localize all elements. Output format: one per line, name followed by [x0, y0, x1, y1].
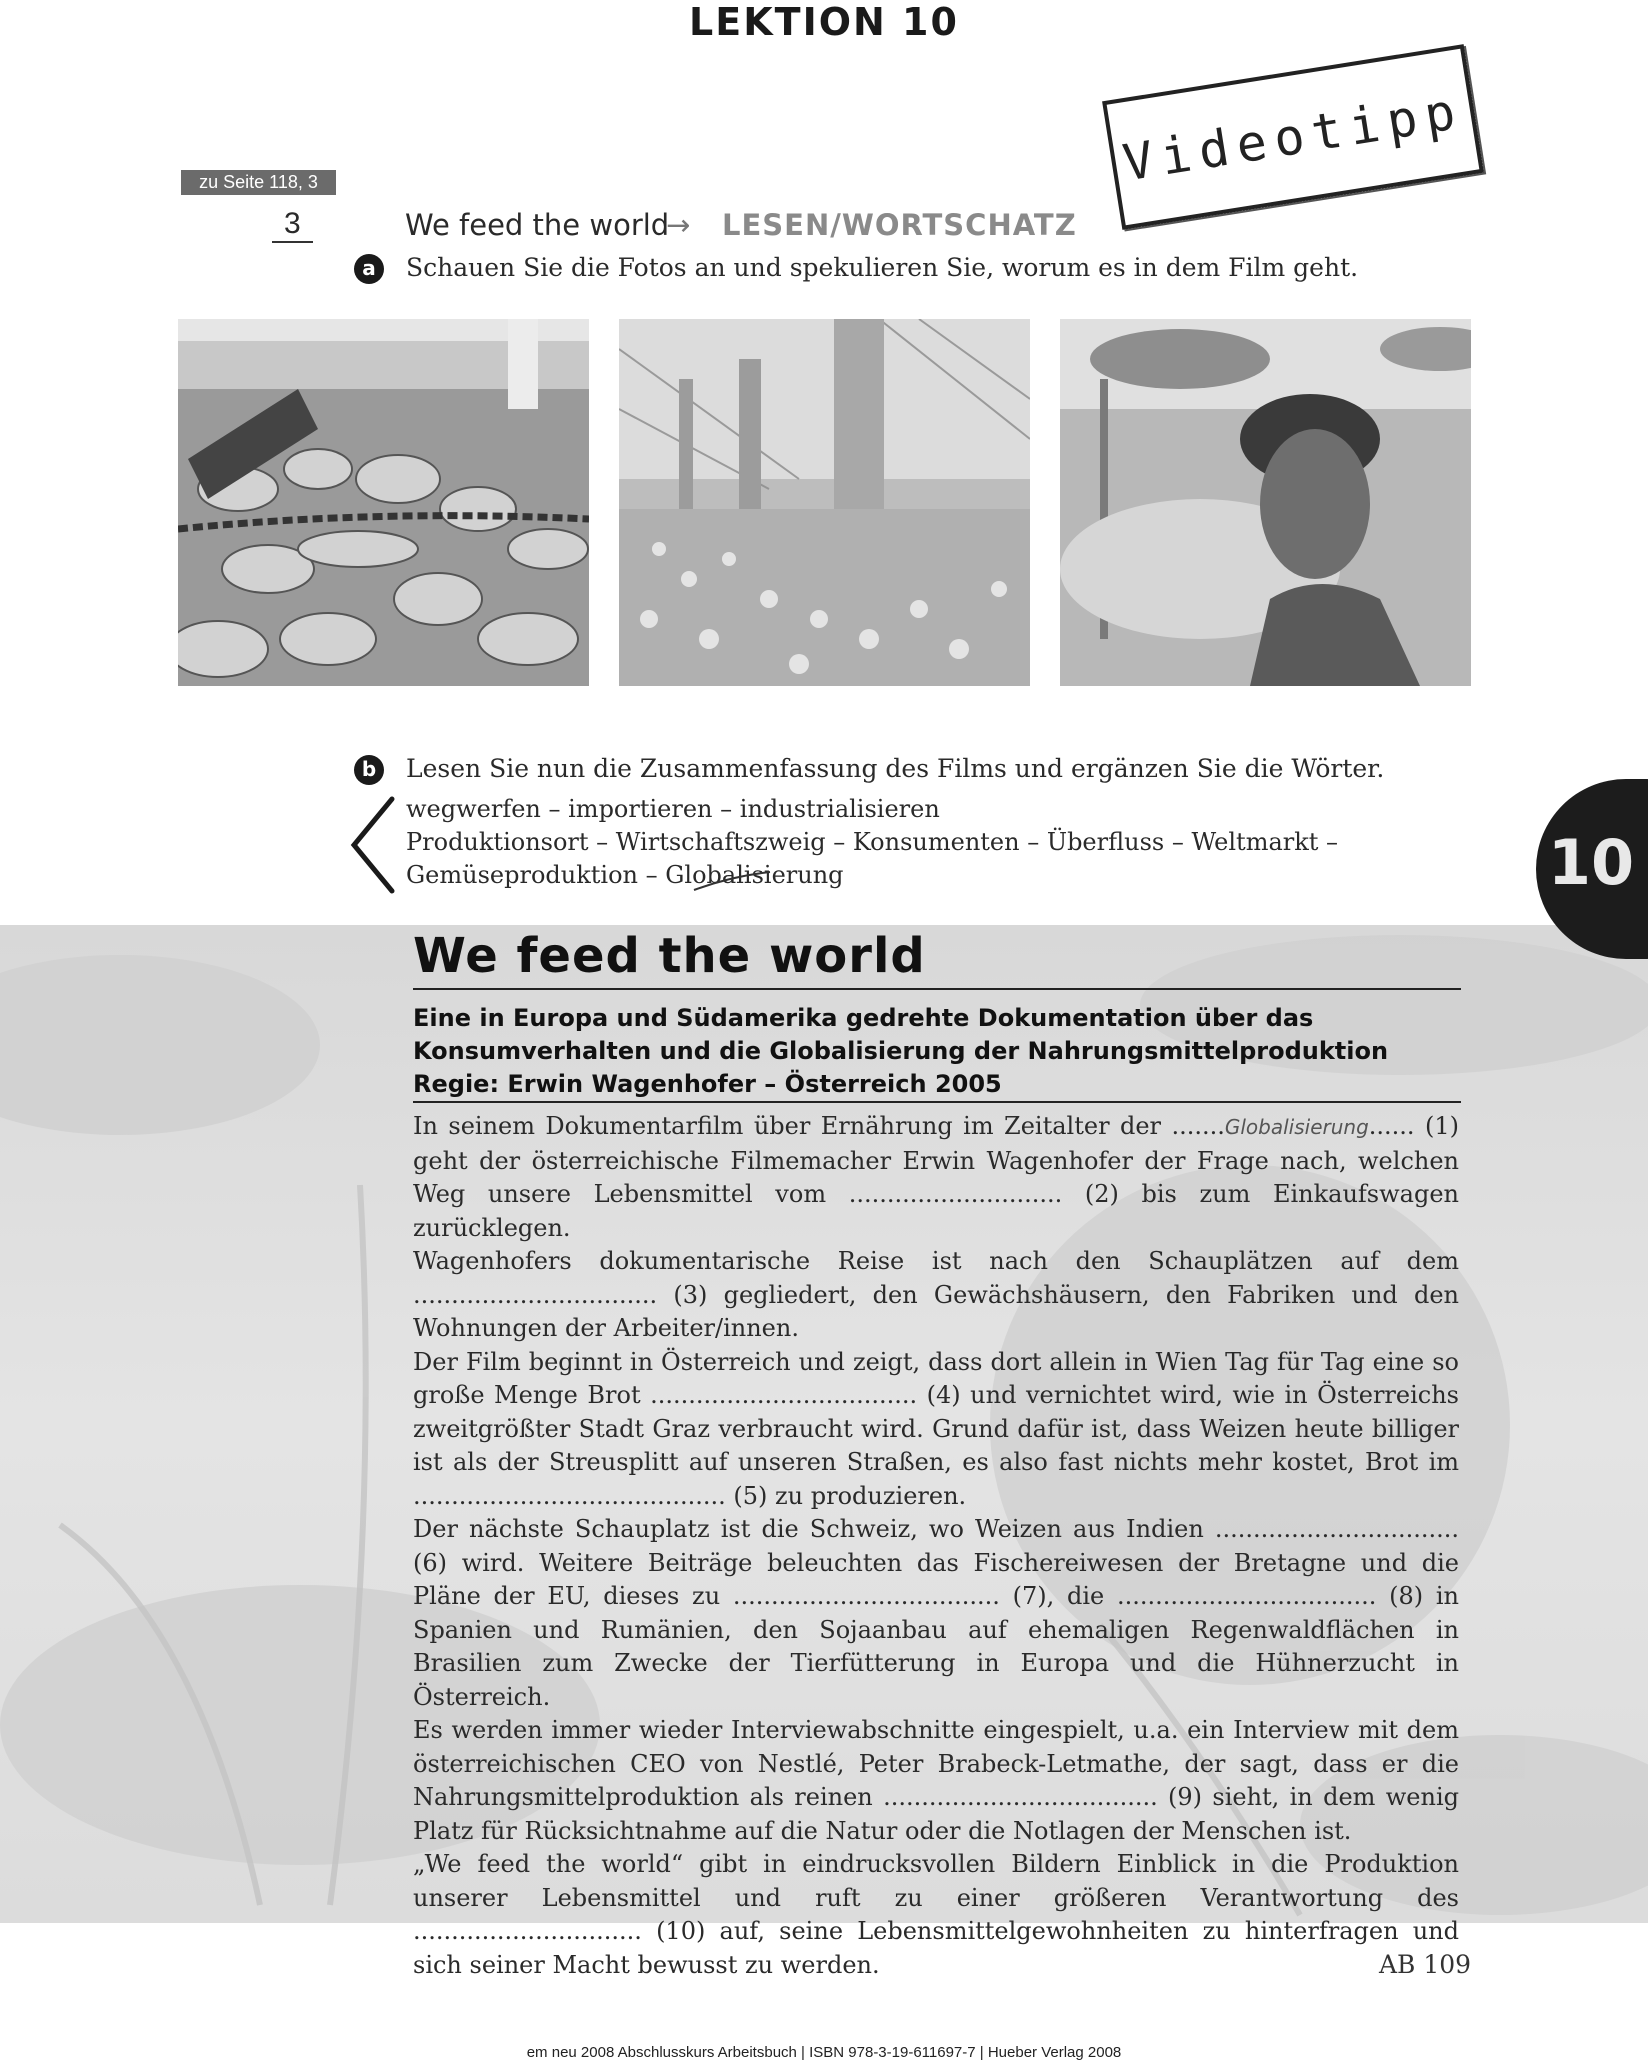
page-number: AB 109 — [1379, 1950, 1472, 1979]
article-title: We feed the world — [413, 928, 926, 984]
exercise-category: LESEN/WORTSCHATZ — [722, 208, 1077, 242]
lesson-title: LEKTION 10 — [689, 0, 959, 44]
article-subtitle — [413, 1002, 1388, 1101]
divider — [413, 1101, 1461, 1103]
task-a-instruction: Schauen Sie die Fotos an und spekulieren Sie, worum es in dem Film geht. — [406, 253, 1359, 282]
article-paragraph: Wagenhofers dokumentarische Reise ist nach den Schauplätzen auf dem ................................ (3) gegliedert, den Gewächshäusern, den Fabriken und den Wohnungen der Arbeiter/innen. — [413, 1247, 1459, 1342]
article-paragraph: „We feed the world“ gibt in eindrucksvollen Bildern Einblick in die Produktion unserer Lebensmittel und ruft zu einer größeren Verantwortung des .............................. (10) auf, seine Lebensmittelgewohnheiten zu hinterfragen und sich seiner Macht bewusst zu werden. — [413, 1850, 1459, 1979]
article-paragraph: Der nächste Schauplatz ist die Schweiz, wo Weizen aus Indien ................................ (6) wird. Weitere Beiträge beleuchten das Fischereiwesen der Bretagne und die Pläne der EU, dieses zu ................................... (7), die .................................. (8) in Spanien und Rumänien, den Sojaanbau auf ehemaligen Regenwaldflächen in Brasilien zum Zwecke der Tierfütterung in Europa und die Hühnerzucht in Österreich. — [413, 1515, 1459, 1711]
word-box — [406, 793, 1338, 892]
footer: em neu 2008 Abschlusskurs Arbeitsbuch | ISBN 978-3-19-611697-7 | Hueber Verlag 2008 — [526, 2044, 1122, 2061]
article-body — [413, 1110, 1459, 1982]
chapter-number: 10 — [1547, 826, 1635, 899]
word-box-line-prefix: Gemüseproduktion – — [406, 861, 666, 889]
subtitle-line: Eine in Europa und Südamerika gedrehte Dokumentation über das — [413, 1004, 1314, 1032]
page-reference-label: zu Seite 118, 3 — [181, 170, 336, 195]
arrow-right-icon: → — [666, 208, 691, 242]
bracket-icon — [348, 795, 404, 895]
task-b-instruction: Lesen Sie nun die Zusammenfassung des Films und ergänzen Sie die Wörter. — [406, 754, 1385, 783]
article-paragraph: Es werden immer wieder Interviewabschnitte eingespielt, u.a. ein Interview mit dem österreichischen CEO von Nestlé, Peter Brabeck-Letmathe, der sagt, dass er die Nahrungsmittelproduktion als reinen .................................... (9) sieht, in dem wenig Platz für Rücksichtnahme auf die Natur oder die Notlagen der Menschen ist. — [413, 1716, 1459, 1845]
photo-food-waste — [178, 319, 589, 686]
photo-chicken-farm — [619, 319, 1030, 686]
strike-mark-icon — [692, 868, 772, 898]
text-span: ...... (1) geht der österreichische Filmemacher Erwin Wagenhofer der Frage nach, welchen Weg unsere Lebensmittel vom ............................ (2) bis zum Einkaufswagen zurücklegen. — [413, 1112, 1459, 1242]
divider — [413, 988, 1461, 990]
word-box-line: wegwerfen – importieren – industrialisieren — [406, 795, 940, 823]
article-paragraph — [413, 1110, 1459, 1245]
word-box-line: Produktionsort – Wirtschaftszweig – Konsumenten – Überfluss – Weltmarkt – — [406, 828, 1339, 856]
exercise-number: 3 — [272, 207, 313, 243]
subtitle-line: Konsumverhalten und die Globalisierung der Nahrungsmittelproduktion — [413, 1037, 1389, 1065]
text-span: In seinem Dokumentarfilm über Ernährung im Zeitalter der ....... — [413, 1112, 1225, 1140]
task-marker-b: b — [354, 755, 384, 785]
subtitle-line: Regie: Erwin Wagenhofer – Österreich 2005 — [413, 1070, 1002, 1098]
videotipp-stamp: Videotipp — [1102, 44, 1484, 230]
article-paragraph: Der Film beginnt in Österreich und zeigt, dass dort allein in Wien Tag für Tag eine so große Menge Brot ................................... (4) und vernichtet wird, wie in Österreichs zweitgrößter Stadt Graz verbraucht wird. Grund dafür ist, dass Weizen heute billiger ist als der Streusplitt auf unseren Straßen, es also fast nichts mehr kostet, Brot im ......................................... (5) zu produzieren. — [413, 1347, 1459, 1510]
exercise-title: We feed the world — [405, 208, 670, 242]
crossed-out-word: Globalisierung — [665, 861, 844, 889]
task-marker-a: a — [354, 254, 384, 284]
handwritten-answer: Globalisierung — [1224, 1115, 1369, 1139]
word-box-line — [406, 859, 1338, 892]
photo-man-at-waterhole — [1060, 319, 1471, 686]
